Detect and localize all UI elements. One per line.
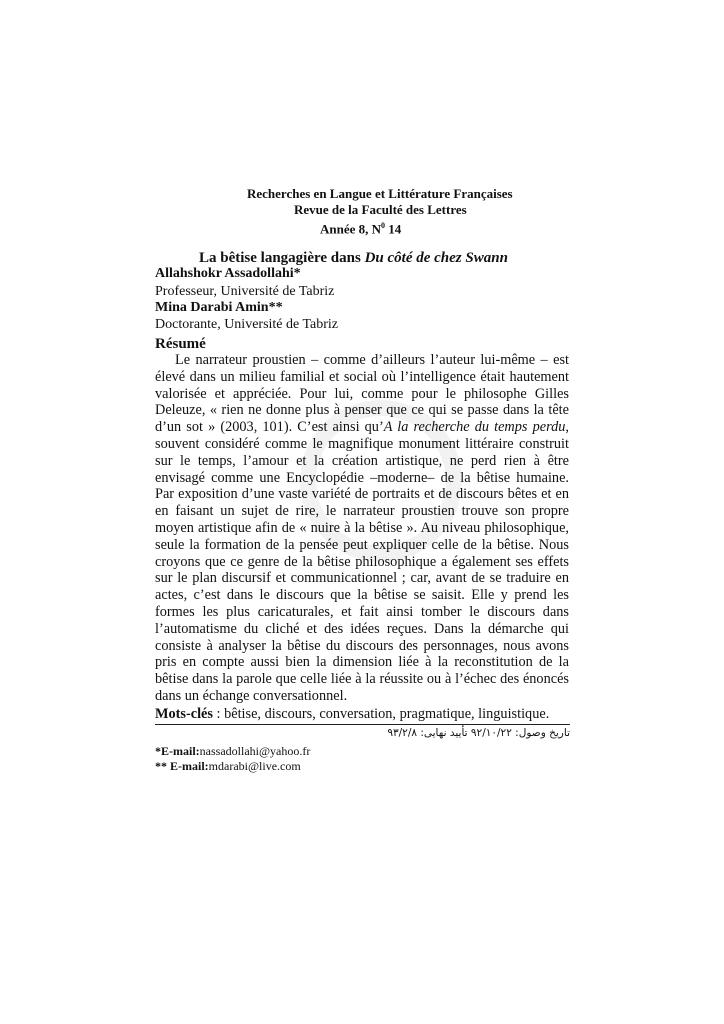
footnote-rule bbox=[155, 724, 570, 725]
journal-issue: Année 8, $N^0$ 14 bbox=[320, 221, 402, 237]
keywords: Mots-clés : bêtise, discours, conversation, pragmatique, linguistique. bbox=[155, 706, 550, 722]
abstract-heading: Résumé bbox=[155, 336, 206, 352]
author-affiliation-2: Doctorante, Université de Tabriz bbox=[155, 317, 339, 332]
email-author-2: ** E-mail:mdarabi@live.com bbox=[155, 759, 301, 773]
author-name-2: Mina Darabi Amin** bbox=[155, 300, 283, 315]
journal-faculty: Revue de la Faculté des Lettres bbox=[294, 202, 467, 217]
email-author-1: *E-mail:nassadollahi@yahoo.fr bbox=[155, 744, 311, 758]
author-affiliation-1: Professeur, Université de Tabriz bbox=[155, 284, 335, 299]
journal-name: Recherches en Langue et Littérature Françaises bbox=[247, 186, 513, 201]
received-accepted-dates: تاریخ وصول: ۹۲/۱۰/۲۲ تأیید نهایی: ۹۳/۲/۸ bbox=[387, 727, 570, 739]
author-name-1: Allahshokr Assadollahi* bbox=[155, 266, 301, 281]
abstract-body: Le narrateur proustien – comme d’ailleurs l’auteur lui-même – est élevé dans un milieu familial et social où l’intelligence était hautement valorisée et appréciée. Pour lui, comme pour le philosophe Gilles Deleuze, « rien ne donne plus à penser que ce qui se passe dans la tête d’un sot » (2003, 101). C’est ainsi qu’A la recherche du temps perdu, souvent considéré comme le magnifique monument littéraire construit sur le temps, l’amour et la création artistique, ne perd rien à être envisagé comme une Encyclopédie –moderne– de la bêtise humaine. Par exposition d’une vaste variété de portraits et de discours bêtes et en en faisant un sujet de rire, le narrateur proustien trouve son propre moyen artistique afin de « nuire à la bêtise ». Au niveau philosophique, seule la formation de la pensée peut expliquer celle de la bêtise. Nous croyons que ce genre de la bêtise philosophique a également ses effets sur le plan discursif et communicationnel ; car, avant de se traduire en actes, c’est dans le discours que la bêtise se saisit. Elle y prend les formes les plus caricaturales, et fait ainsi tomber le discours dans l’automatisme du cliché et des idées reçues. Dans la démarche qui consiste à analyser la bêtise du discours des personnages, nous avons pris en compte aussi bien la dimension liée à la reconstitution de la bêtise dans la parole que celle liée à la réussite ou à l’échec des énoncés dans un échange conversationnel. bbox=[155, 352, 569, 704]
paper-title: La bêtise langagière dans Du côté de chez Swann bbox=[199, 250, 508, 266]
